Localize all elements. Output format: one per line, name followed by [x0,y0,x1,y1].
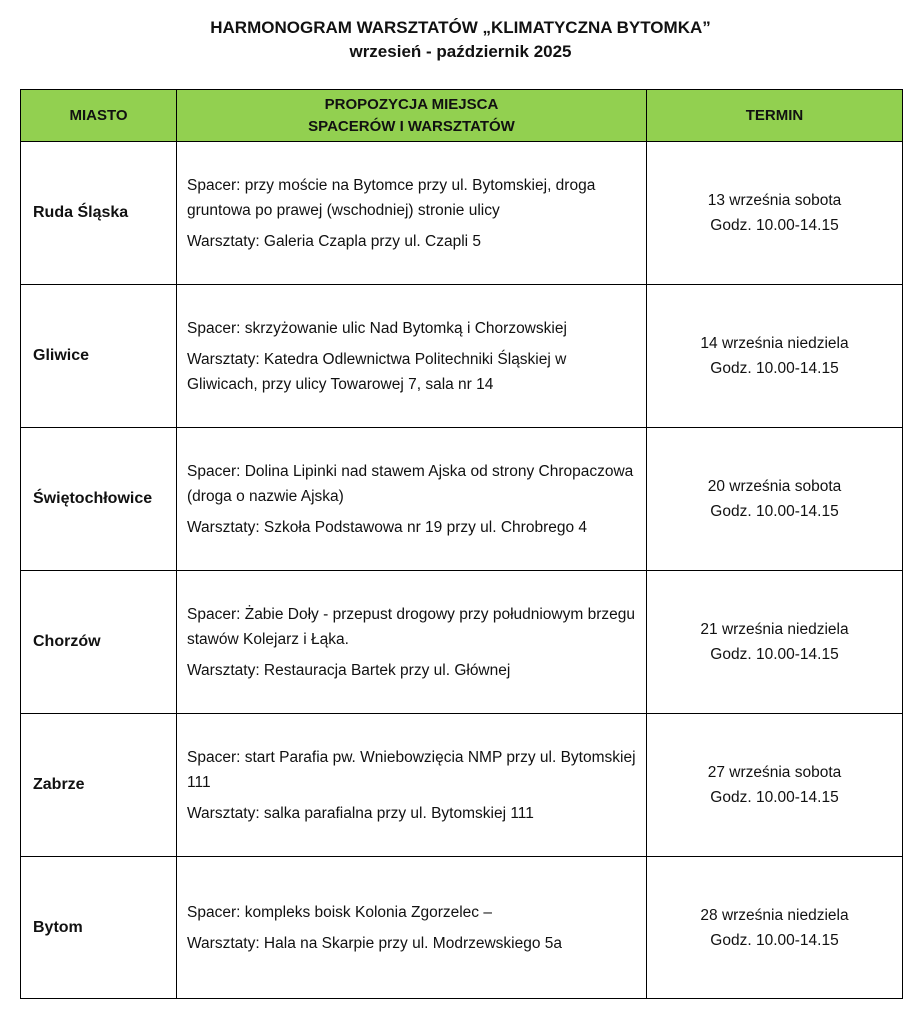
term-cell [647,428,903,571]
walk-text: Spacer: Dolina Lipinki nad stawem Ajska od strony Chropaczowa (droga o nazwie Ajska) [187,462,634,505]
column-header-place [177,90,647,142]
term-cell [647,857,903,999]
document-title [0,16,921,64]
document-subtitle: wrzesień - październik 2025 [349,42,572,61]
column-header-place-line2: SPACERÓW I WARSZTATÓW [308,117,515,135]
walk-text: Spacer: skrzyżowanie ulic Nad Bytomką i Chorzowskiej [187,319,567,337]
term-cell [647,571,903,714]
workshop-text: Warsztaty: Galeria Czapla przy ul. Czapli 5 [187,232,482,250]
city-cell: Chorzów [21,571,177,714]
column-header-term: TERMIN [647,90,903,142]
city-cell: Gliwice [21,285,177,428]
place-cell [177,285,647,428]
city-cell: Zabrze [21,714,177,857]
term-cell [647,714,903,857]
table-row [21,428,903,571]
table-header-row [21,90,903,142]
walk-text: Spacer: Żabie Doły - przepust drogowy przy południowym brzegu stawów Kolejarz i Łąka. [187,605,635,648]
date-text: 21 września niedziela [700,621,849,638]
place-cell [177,571,647,714]
table-row [21,285,903,428]
workshop-text: Warsztaty: Szkoła Podstawowa nr 19 przy ul. Chrobrego 4 [187,518,588,536]
city-cell: Ruda Śląska [21,142,177,285]
date-text: 13 września sobota [707,192,842,209]
workshop-text: Warsztaty: salka parafialna przy ul. Bytomskiej 111 [187,804,534,822]
walk-text: Spacer: przy moście na Bytomce przy ul. Bytomskiej, droga gruntowa po prawej (wschodniej) stronie ulicy [187,176,596,219]
workshop-text: Warsztaty: Hala na Skarpie przy ul. Modrzewskiego 5a [187,934,563,952]
city-cell: Świętochłowice [21,428,177,571]
table-row [21,571,903,714]
date-text: 28 września niedziela [700,906,849,924]
hours-text: Godz. 10.00-14.15 [710,789,839,806]
place-cell [177,857,647,999]
hours-text: Godz. 10.00-14.15 [710,931,839,949]
hours-text: Godz. 10.00-14.15 [710,360,839,377]
table-row [21,714,903,857]
schedule-table [20,89,903,999]
hours-text: Godz. 10.00-14.15 [710,217,839,234]
table-row [21,142,903,285]
term-cell [647,142,903,285]
hours-text: Godz. 10.00-14.15 [710,503,839,520]
date-text: 14 września niedziela [700,335,849,352]
place-cell [177,142,647,285]
term-cell [647,285,903,428]
workshop-text: Warsztaty: Katedra Odlewnictwa Politechniki Śląskiej w Gliwicach, przy ulicy Towarowej 7, sala nr 14 [187,350,567,393]
table-row [21,857,903,999]
walk-text: Spacer: kompleks boisk Kolonia Zgorzelec – [187,903,492,921]
date-text: 20 września sobota [707,478,842,495]
document-title-main: HARMONOGRAM WARSZTATÓW „KLIMATYCZNA BYTOMKA” [210,18,711,37]
column-header-place-line1: PROPOZYCJA MIEJSCA [324,95,499,113]
hours-text: Godz. 10.00-14.15 [710,646,839,663]
date-text: 27 września sobota [707,764,842,781]
city-cell: Bytom [21,857,177,999]
walk-text: Spacer: start Parafia pw. Wniebowzięcia NMP przy ul. Bytomskiej 111 [187,748,636,791]
workshop-text: Warsztaty: Restauracja Bartek przy ul. Głównej [187,661,511,679]
column-header-city: MIASTO [21,90,177,142]
place-cell [177,714,647,857]
place-cell [177,428,647,571]
